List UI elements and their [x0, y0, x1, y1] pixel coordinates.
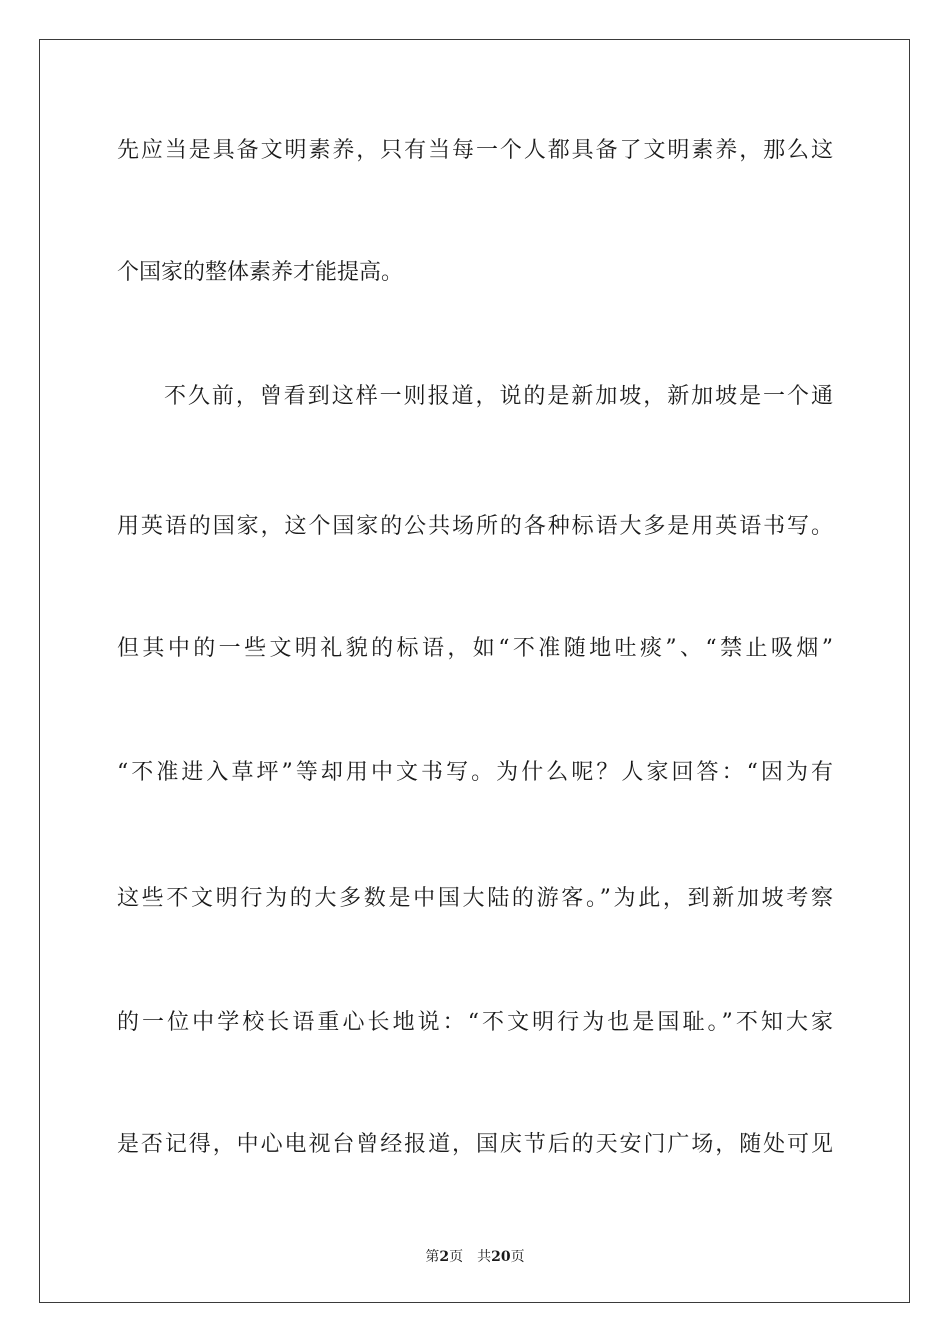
body-text-line: 但其中的一些文明礼貌的标语，如“不准随地吐痰”、“禁止吸烟” — [117, 636, 833, 661]
body-text-line: 这些不文明行为的大多数是中国大陆的游客。”为此，到新加坡考察 — [117, 886, 833, 911]
body-text-line: 用英语的国家，这个国家的公共场所的各种标语大多是用英语书写。 — [117, 514, 833, 539]
body-text-line: 个国家的整体素养才能提高。 — [117, 260, 404, 285]
page-number-prefix: 第 — [425, 1249, 440, 1265]
page-number-suffix: 页 — [449, 1249, 464, 1265]
body-text-line: 的一位中学校长语重心长地说：“不文明行为也是国耻。”不知大家 — [117, 1010, 833, 1035]
total-pages-prefix: 共 — [477, 1249, 492, 1265]
paragraph-first-line: 不久前，曾看到这样一则报道，说的是新加坡，新加坡是一个通 — [164, 384, 833, 409]
body-text-line: “不准进入草坪”等却用中文书写。为什么呢？人家回答：“因为有 — [117, 760, 833, 785]
page-border — [39, 39, 910, 1303]
total-page-count: 20 — [491, 1249, 511, 1265]
body-text-line: 是否记得，中心电视台曾经报道，国庆节后的天安门广场，随处可见 — [117, 1132, 833, 1157]
page-footer — [0, 1248, 950, 1266]
body-text-line: 先应当是具备文明素养，只有当每一个人都具备了文明素养，那么这 — [117, 138, 833, 163]
total-pages-suffix: 页 — [510, 1249, 525, 1265]
current-page-number: 2 — [439, 1249, 450, 1265]
